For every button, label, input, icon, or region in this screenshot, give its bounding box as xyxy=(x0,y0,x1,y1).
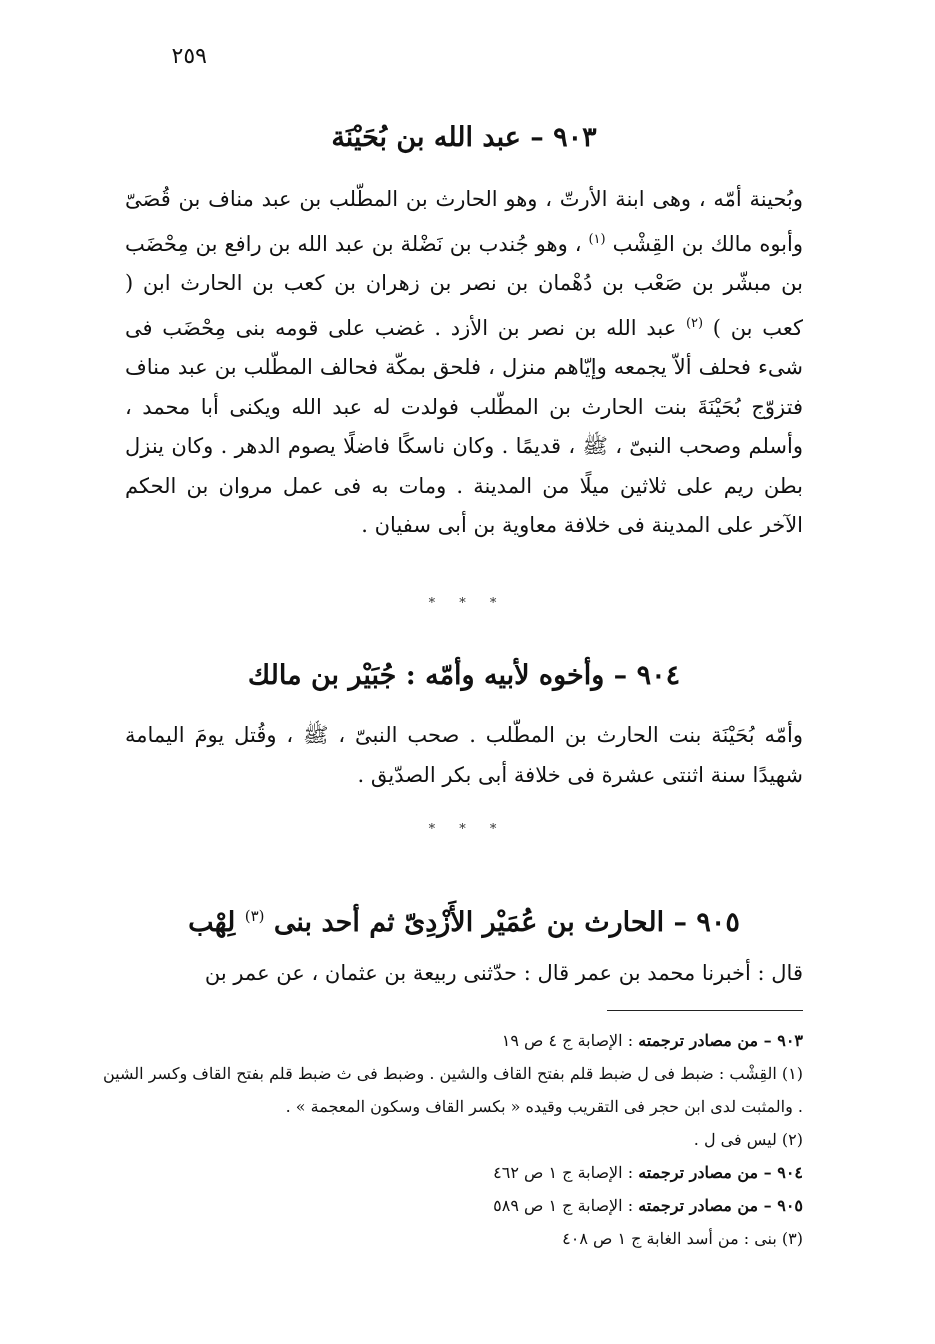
footnote-ref-3[interactable]: (٣) xyxy=(244,907,265,925)
footnotes xyxy=(103,1024,803,1255)
footnote-text: : الإصابة ج ١ ص ٤٦٢ xyxy=(493,1163,639,1182)
section-separator: * * * xyxy=(428,596,507,611)
footnote-source-905 xyxy=(103,1189,803,1222)
footnote-3: (٣) بنى : من أسد الغابة ج ١ ص ٤٠٨ xyxy=(562,1229,803,1248)
page-number: ٢٥٩ xyxy=(171,44,207,69)
section-paragraph-904: وأمّه بُحَيْنَة بنت الحارث بن المطّلب . صحب النبىّ ، ﷺ ، وقُتل يومَ اليمامة شهيدًا سنة اثنتى عشرة فى خلافة أبى بكر الصدّيق . xyxy=(125,723,803,787)
section-903 xyxy=(125,118,803,158)
footnote-source-904 xyxy=(103,1156,803,1189)
section-904 xyxy=(125,656,803,696)
footnote-divider xyxy=(607,1010,803,1011)
section-904-body xyxy=(125,716,803,795)
paragraph-text: ، وهو جُندب بن نَضْلة بن عبد الله بن رافع بن مِحْضَب بن مبشّر بن صَعْب بن دُهْمان بن نصر بن زهران بن كعب بن الحارث ابن ( كعب بن ) xyxy=(125,231,803,340)
footnote-ref-1[interactable]: (١) xyxy=(588,231,606,247)
footnote-1: (١) القِشْب : ضبط فى ل ضبط قلم بفتح القاف والشين . وضبط فى ث ضبط قلم بفتح القاف وكسر الشين . والمثبت لدى ابن حجر فى التقريب وقيده « بكسر القاف وسكون المعجمة » . xyxy=(103,1064,803,1116)
footnote-ref-2[interactable]: (٢) xyxy=(685,315,704,331)
section-separator: * * * xyxy=(428,822,507,837)
section-heading-904: ٩٠٤ – وأخوه لأبيه وأمّه : جُبَيْر بن مالك xyxy=(247,660,681,691)
footnote-text: : الإصابة ج ٤ ص ١٩ xyxy=(501,1031,639,1050)
footnote-source-903 xyxy=(103,1024,803,1057)
footnote-text: : الإصابة ج ١ ص ٥٨٩ xyxy=(493,1196,639,1215)
section-paragraph-903 xyxy=(125,180,803,546)
footnote-label: ٩٠٥ – من مصادر ترجمته xyxy=(638,1196,803,1215)
section-paragraph-905: قال : أخبرنا محمد بن عمر قال : حدّثنى ربيعة بن عثمان ، عن عمر بن xyxy=(204,961,803,985)
section-905 xyxy=(125,896,803,943)
section-905-body xyxy=(125,954,803,994)
footnote-label: ٩٠٣ – من مصادر ترجمته xyxy=(638,1031,803,1050)
heading-text: لِهْب xyxy=(188,907,245,938)
paragraph-text: عبد الله بن نصر بن الأزد . غضب على قومه بنى مِحْضَب فى شىء فحلف ألاّ يجمعه وإيّاهم منزل ، فلحق بمكّة فحالف المطّلب بن عبد مناف فتزوّج بُحَيْنَةَ بنت الحارث بن المطّلب فولدت له عبد الله ويكنى أبا محمد ، وأسلم وصحب النبىّ ، ﷺ ، قديمًا . وكان ناسكًا فاضلًا يصوم الدهر . وكان ينزل بطن ريم على ثلاثين ميلًا من المدينة . ومات به فى عمل مروان بن الحكم الآخر على المدينة فى خلافة معاوية بن أبى سفيان . xyxy=(125,315,803,537)
section-heading-905 xyxy=(125,896,803,943)
paragraph-text: وبُحينة أمّه ، وهى ابنة الأرتّ ، وهو الحارث بن المطّلب بن عبد مناف بن قُصَىّ وأبوه مالك بن القِشْب xyxy=(125,187,803,256)
footnote-2: (٢) ليس فى ل . xyxy=(693,1130,803,1149)
section-heading-903: ٩٠٣ – عبد الله بن بُحَيْنَة xyxy=(331,122,597,153)
heading-text: ٩٠٥ – الحارث بن عُمَيْر الأَزْدِىّ ثم أحد بنى xyxy=(264,907,740,938)
footnote-label: ٩٠٤ – من مصادر ترجمته xyxy=(638,1163,803,1182)
section-903-body xyxy=(125,180,803,546)
